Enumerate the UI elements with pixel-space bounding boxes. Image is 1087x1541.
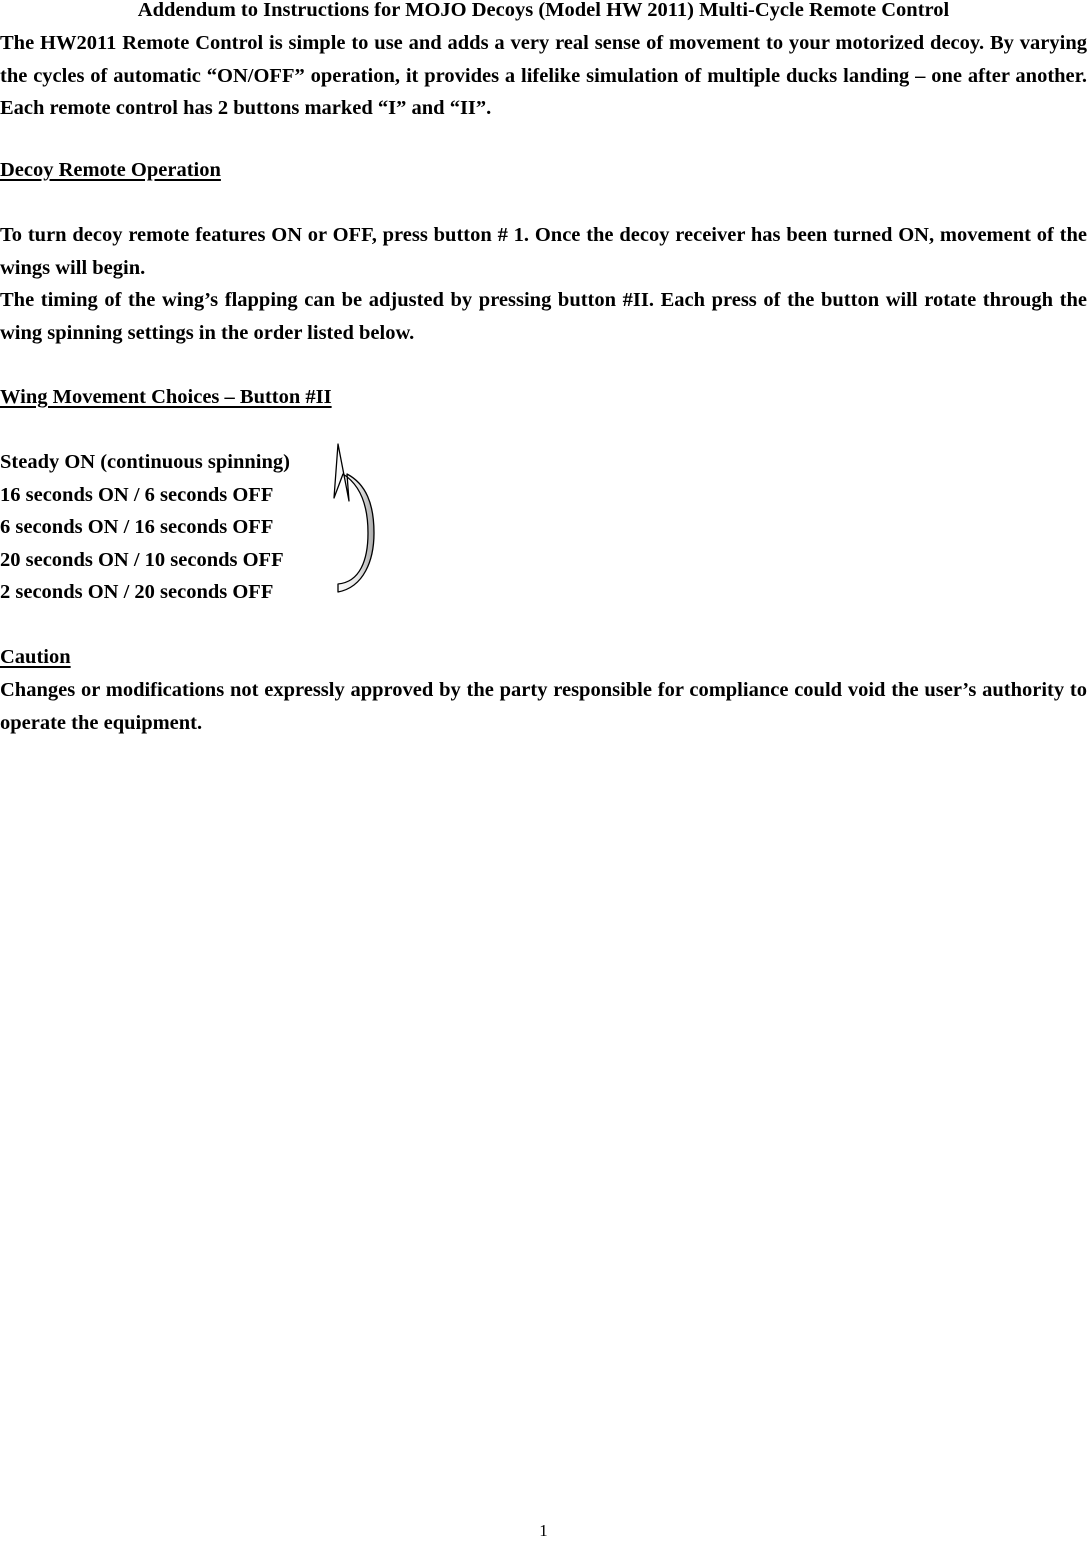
intro-paragraph: The HW2011 Remote Control is simple to use and adds a very real sense of movement to your motorized decoy. By varying the cycles of automatic “ON/OFF” operation, it provides a lifelike simulation of multiple ducks landing – one after another. Each remote control has 2 buttons marked “I” and “II”. [0, 32, 1087, 119]
wing-choice-item: Steady ON (continuous spinning) [0, 451, 290, 473]
wing-choices-heading: Wing Movement Choices – Button #II [0, 386, 332, 408]
wing-choice-item: 20 seconds ON / 10 seconds OFF [0, 548, 284, 571]
page-number: 1 [539, 1521, 548, 1540]
curved-return-arrow-icon [330, 438, 382, 598]
caution-heading: Caution [0, 646, 71, 668]
wing-choice-item: 16 seconds ON / 6 seconds OFF [0, 483, 274, 506]
document-title: Addendum to Instructions for MOJO Decoys (Model HW 2011) Multi-Cycle Remote Control [137, 0, 950, 21]
wing-choice-item: 2 seconds ON / 20 seconds OFF [0, 581, 274, 603]
caution-paragraph: Changes or modifications not expressly approved by the party responsible for compliance could void the user’s authority to operate the equipment. [0, 679, 1087, 734]
remote-operation-paragraph-1: To turn decoy remote features ON or OFF, press button # 1. Once the decoy receiver has been turned ON, movement of the wings will begin. [0, 224, 1087, 279]
wing-choice-item: 6 seconds ON / 16 seconds OFF [0, 516, 274, 538]
remote-operation-heading: Decoy Remote Operation [0, 159, 221, 181]
remote-operation-paragraph-2: The timing of the wing’s flapping can be adjusted by pressing button #II. Each press of the button will rotate through the wing spinning settings in the order listed below. [0, 289, 1087, 344]
wing-choices-list [0, 446, 1087, 609]
